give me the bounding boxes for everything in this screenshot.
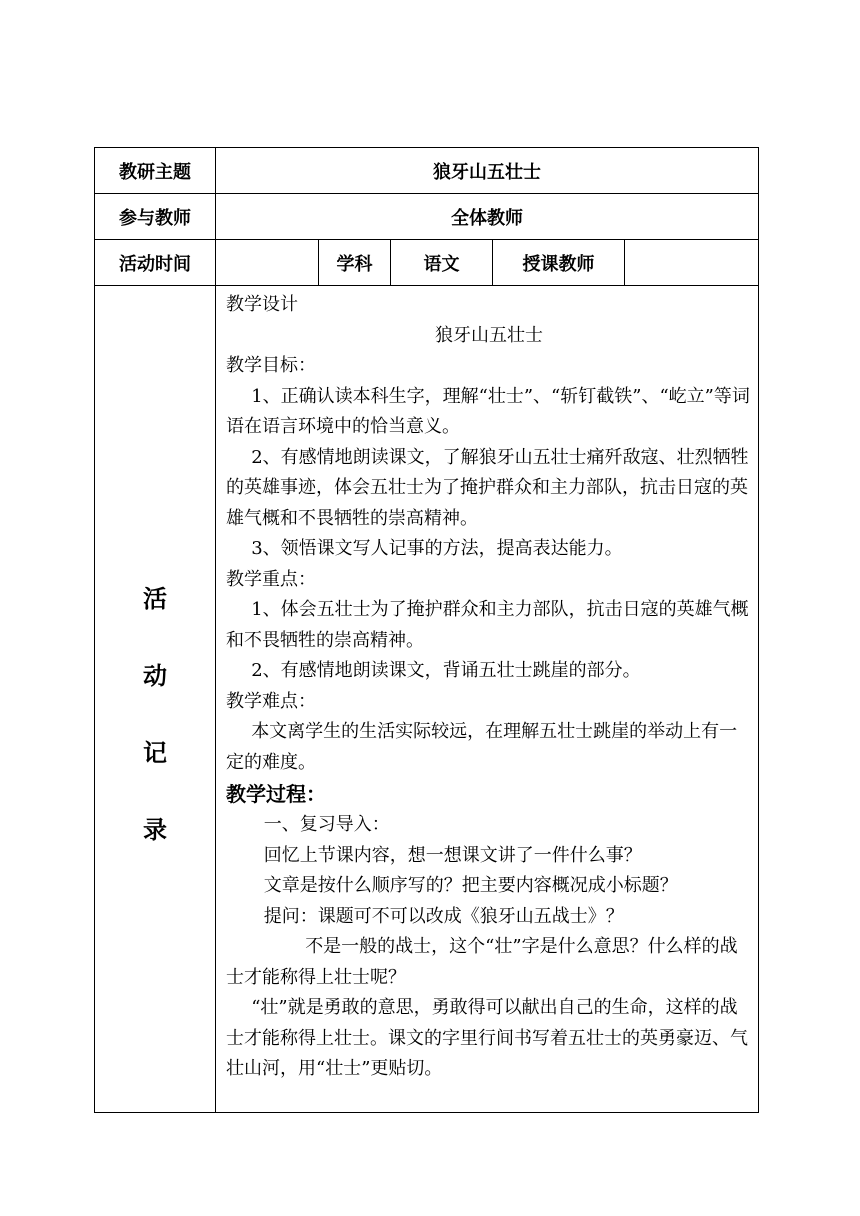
topic-value: 狼牙山五壮士 xyxy=(216,148,759,194)
lecturer-label: 授课教师 xyxy=(493,240,625,286)
difficulty-label: 教学难点： xyxy=(226,690,316,712)
side-char: 录 xyxy=(143,816,167,844)
topic-label: 教研主题 xyxy=(95,148,216,194)
key-label: 教学重点： xyxy=(226,568,316,590)
design-label: 教学设计 xyxy=(226,294,298,315)
review-line: 提问：课题可不可以改成《狼牙山五战士》？ xyxy=(263,905,624,927)
key-point: 1、体会五壮士为了掩护群众和主力部队，抗击日寇的英雄气概和不畏牺牲的崇高精神。 xyxy=(226,599,749,651)
time-label: 活动时间 xyxy=(95,240,216,286)
side-char: 动 xyxy=(143,662,167,690)
lesson-record-table xyxy=(94,147,759,1113)
paragraph: “壮”就是勇敢的意思，勇敢得可以献出自己的生命，这样的战士才能称得上壮士。课文的字里行间书写着五壮士的英勇豪迈、气壮山河，用“壮士”更贴切。 xyxy=(226,997,748,1079)
review-line: 回忆上节课内容，想一想课文讲了一件什么事？ xyxy=(263,844,642,866)
goal-item: 2、有感情地朗读课文，了解狼牙山五壮士痛歼敌寇、壮烈牺牲的英雄事迹，体会五壮士为了掩护群众和主力部队，抗击日寇的英雄气概和不畏牺牲的崇高精神。 xyxy=(226,446,749,529)
time-value xyxy=(216,240,319,286)
lesson-title: 狼牙山五壮士 xyxy=(435,324,543,346)
subject-label: 学科 xyxy=(319,240,391,286)
difficulty-text: 本文离学生的生活实际较远，在理解五壮士跳崖的举动上有一定的难度。 xyxy=(226,721,738,773)
key-point: 2、有感情地朗读课文，背诵五壮士跳崖的部分。 xyxy=(251,660,641,681)
lecturer-value xyxy=(625,240,759,286)
activity-record-label xyxy=(95,286,216,1113)
side-char: 活 xyxy=(143,585,167,613)
goal-item: 1、正确认读本科生字，理解“壮士”、“斩钉截铁”、“屹立”等词语在语言环境中的恰当意义。 xyxy=(226,385,750,437)
teachers-label: 参与教师 xyxy=(95,194,216,240)
goals-label: 教学目标： xyxy=(226,355,316,376)
subject-value: 语文 xyxy=(391,240,493,286)
activity-record-content xyxy=(216,286,759,1113)
goal-item: 3、领悟课文写人记事的方法，提高表达能力。 xyxy=(251,538,623,559)
teachers-value: 全体教师 xyxy=(216,194,759,240)
paragraph: 不是一般的战士，这个“壮”字是什么意思？什么样的战士才能称得上壮士呢？ xyxy=(226,936,738,988)
process-label: 教学过程： xyxy=(226,782,326,806)
review-line: 文章是按什么顺序写的？把主要内容概况成小标题？ xyxy=(263,875,678,896)
side-char: 记 xyxy=(143,739,167,767)
review-label: 一、复习导入： xyxy=(263,814,390,835)
